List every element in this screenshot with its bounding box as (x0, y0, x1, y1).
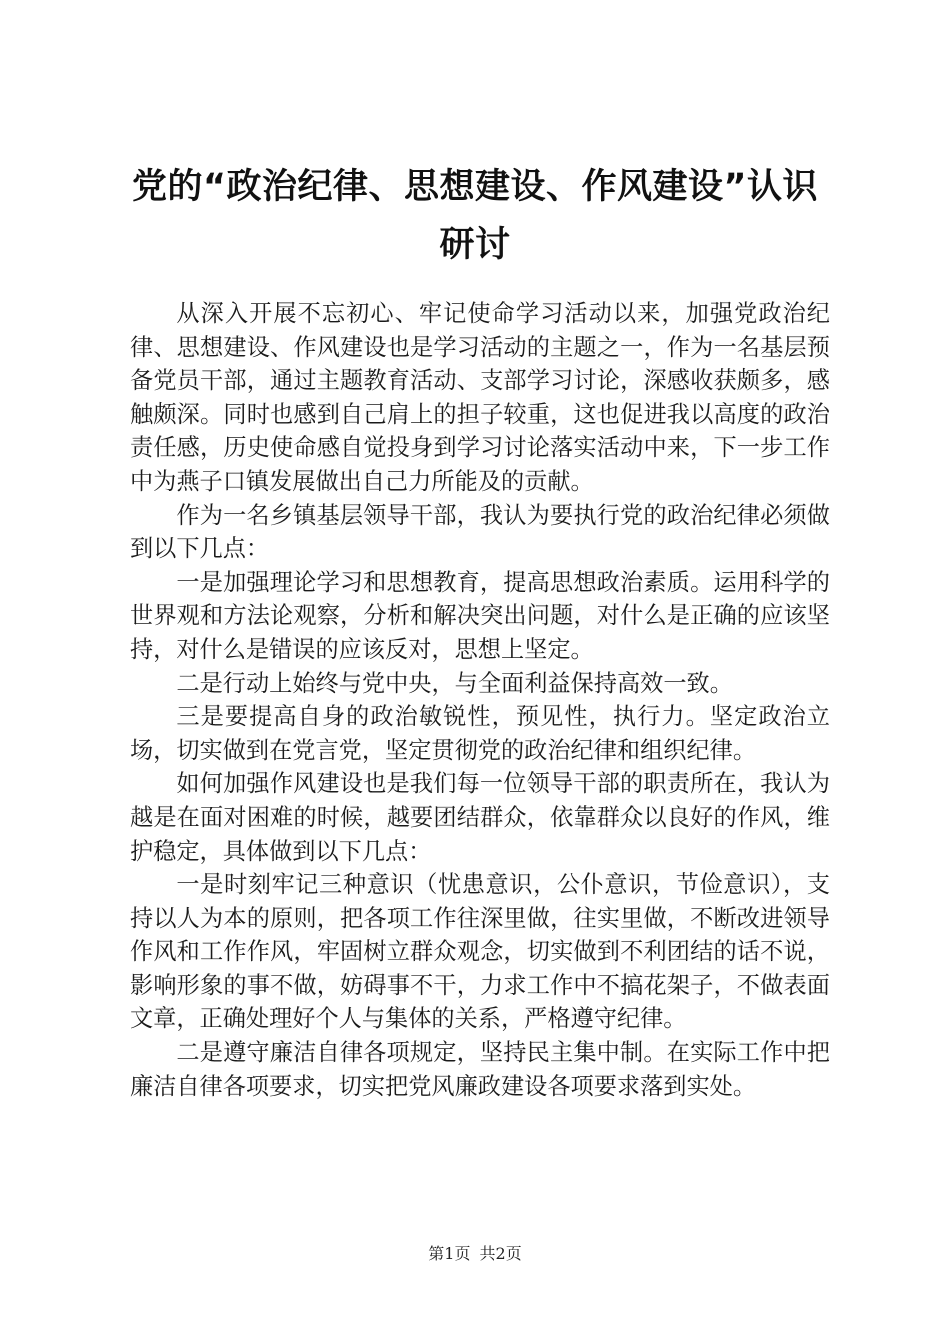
paragraph: 如何加强作风建设也是我们每一位领导干部的职责所在，我认为越是在面对困难的时候，越要团结群众，依靠群众以良好的作风，维护稳定，具体做到以下几点： (130, 770, 830, 865)
document-body (130, 297, 830, 1103)
page-footer (0, 1243, 950, 1265)
page-number: 第1页 (428, 1244, 471, 1263)
paragraph: 一是加强理论学习和思想教育，提高思想政治素质。运用科学的世界观和方法论观察，分析和解决突出问题，对什么是正确的应该坚持，对什么是错误的应该反对，思想上坚定。 (130, 568, 830, 663)
paragraph: 二是遵守廉洁自律各项规定，坚持民主集中制。在实际工作中把廉洁自律各项要求，切实把党风廉政建设各项要求落到实处。 (130, 1039, 830, 1100)
paragraph: 从深入开展不忘初心、牢记使命学习活动以来，加强党政治纪律、思想建设、作风建设也是学习活动的主题之一，作为一名基层预备党员干部，通过主题教育活动、支部学习讨论，深感收获颇多，感触颇深。同时也感到自己肩上的担子较重，这也促进我以高度的政治责任感，历史使命感自觉投身到学习讨论落实活动中来，下一步工作中为燕子口镇发展做出自己力所能及的贡献。 (130, 300, 830, 495)
paragraph: 三是要提高自身的政治敏锐性，预见性，执行力。坚定政治立场，切实做到在党言党，坚定贯彻党的政治纪律和组织纪律。 (130, 703, 830, 764)
title-line-1: 党的“政治纪律、思想建设、作风建设”认识 (131, 167, 818, 207)
document-title (110, 158, 840, 274)
page-total: 共2页 (479, 1244, 522, 1263)
paragraph: 二是行动上始终与党中央，与全面利益保持高效一致。 (176, 669, 733, 697)
title-line-2: 研讨 (439, 225, 511, 265)
paragraph: 作为一名乡镇基层领导干部，我认为要执行党的政治纪律必须做到以下几点： (130, 501, 830, 563)
paragraph: 一是时刻牢记三种意识（忧患意识，公仆意识，节俭意识），支持以人为本的原则，把各项工作往深里做，往实里做，不断改进领导作风和工作作风，牢固树立群众观念，切实做到不利团结的话不说，影响形象的事不做，妨碍事不干，力求工作中不搞花架子，不做表面文章，正确处理好个人与集体的关系，严格遵守纪律。 (130, 871, 830, 1033)
